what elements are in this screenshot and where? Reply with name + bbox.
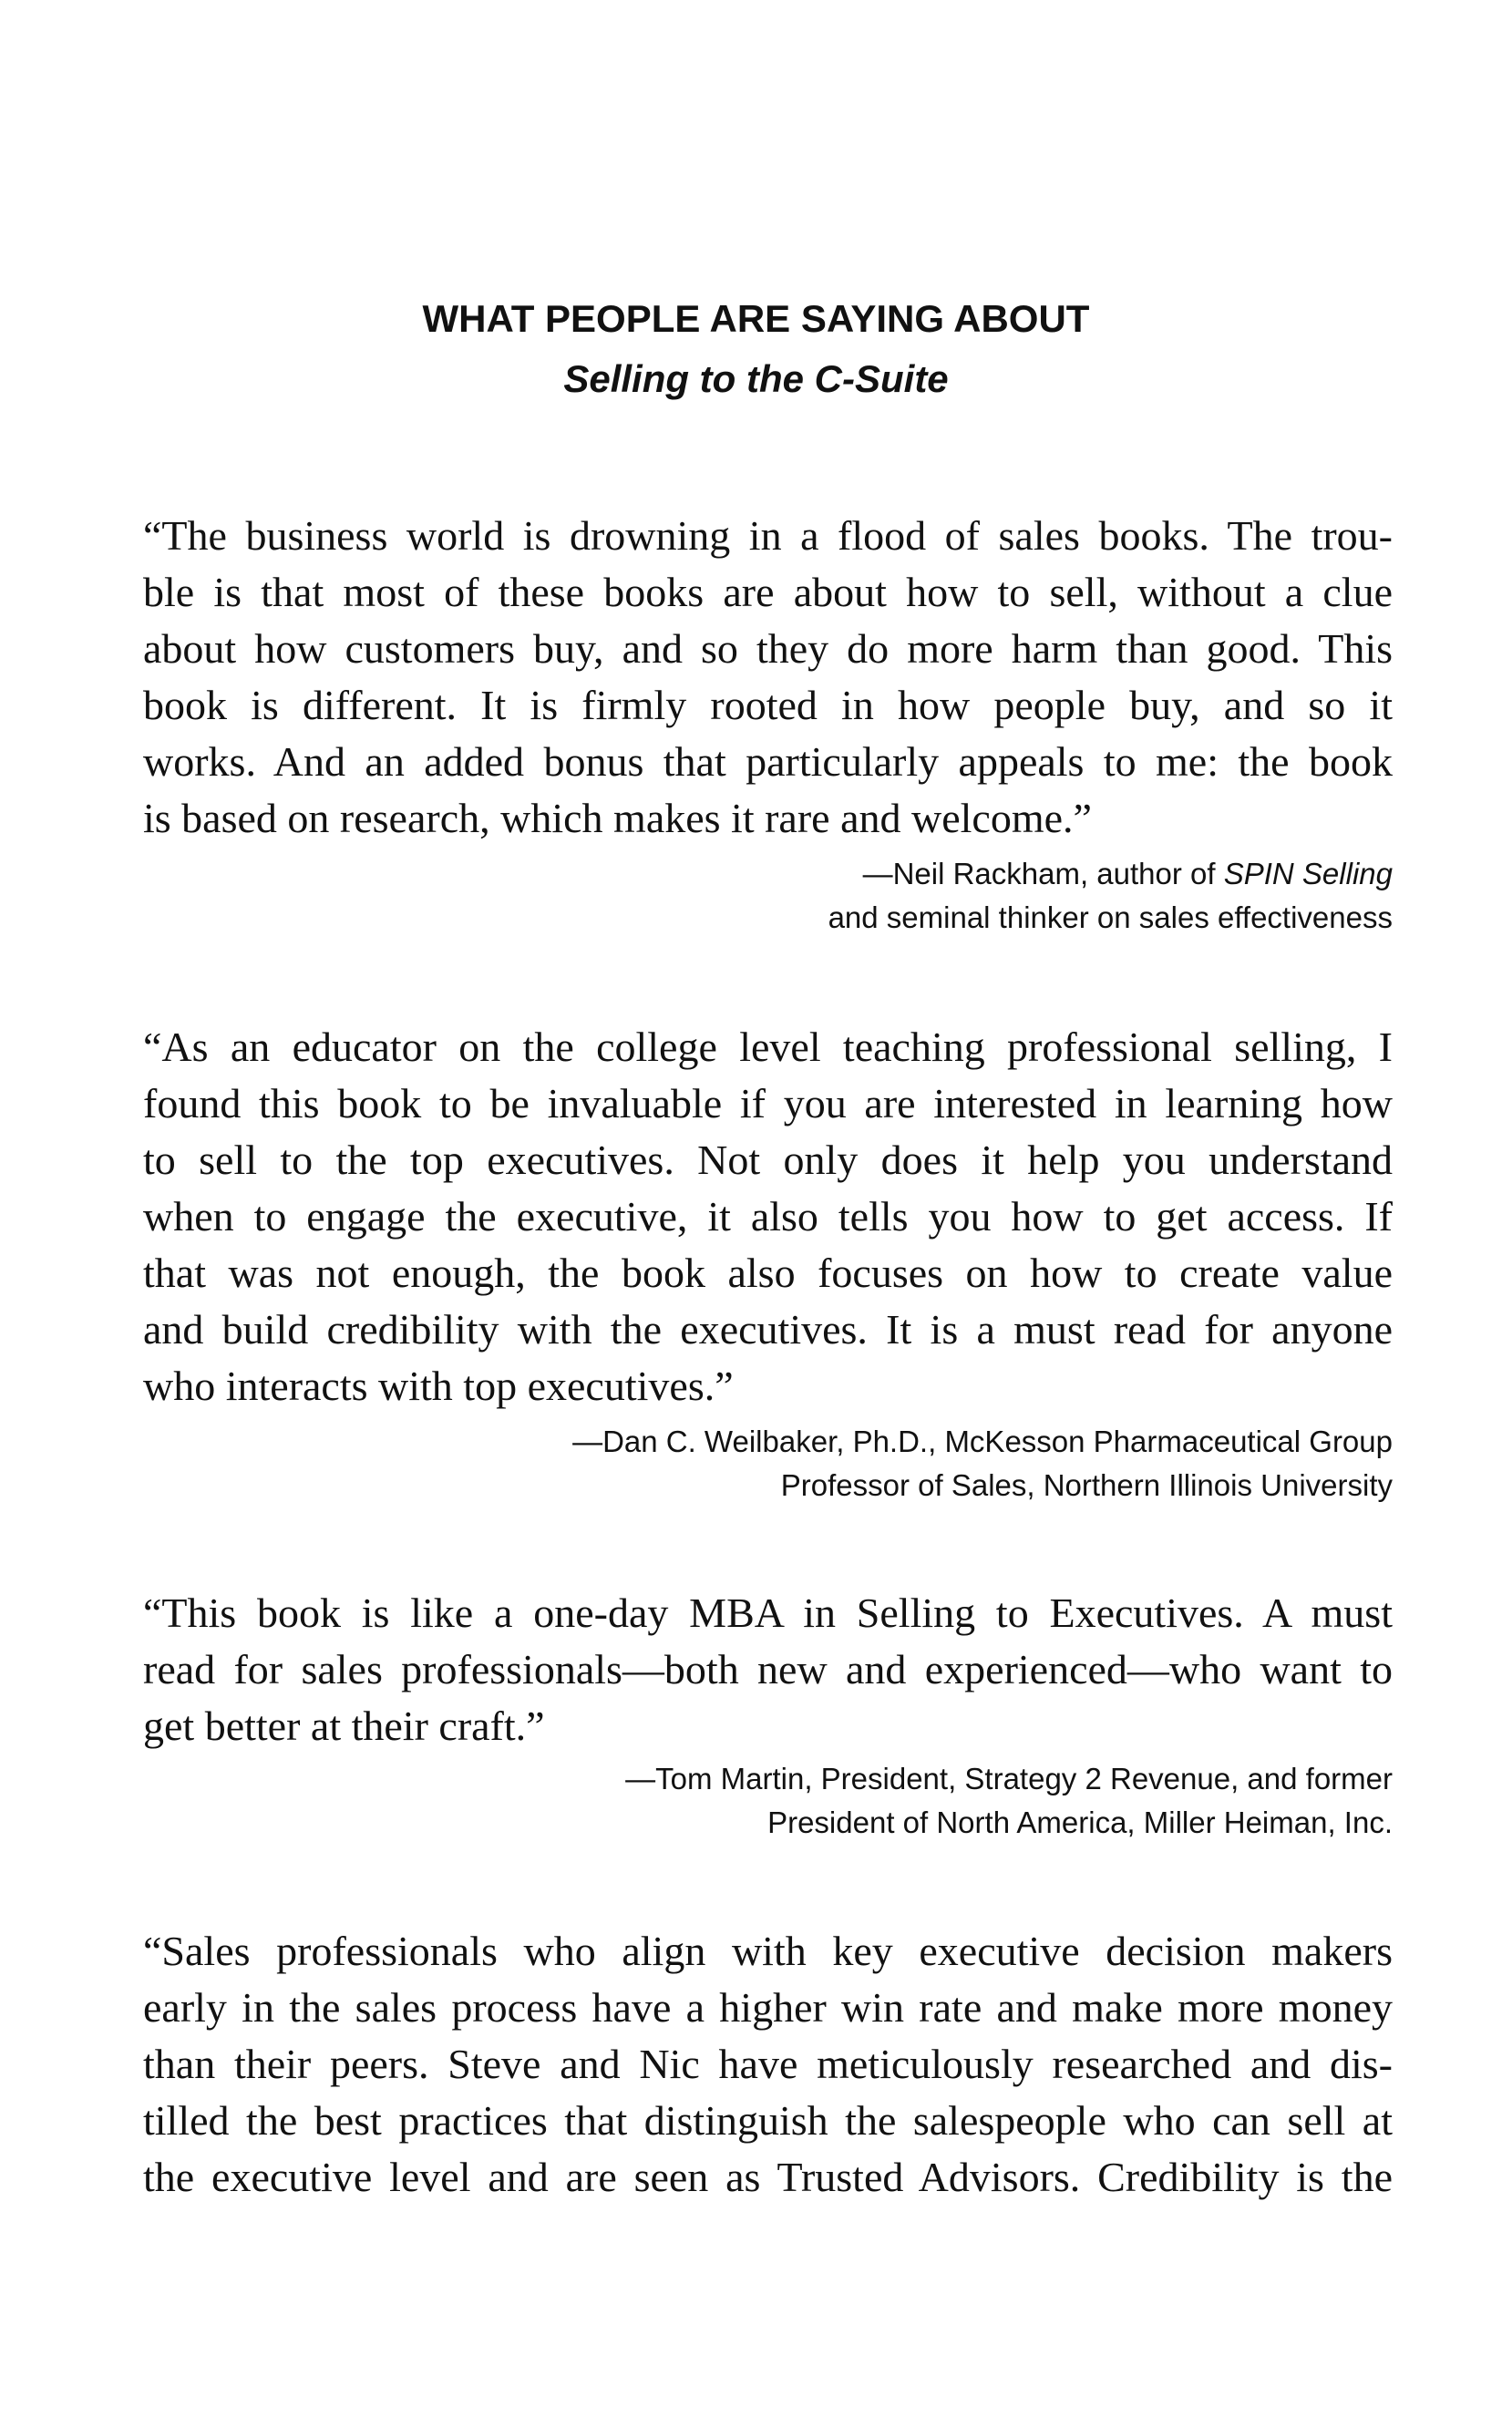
attribution-prefix: —Neil Rackham, author of <box>862 857 1224 890</box>
quote-line: and build credibility with the executives. It is a must read for anyone <box>143 1306 1393 1353</box>
attribution-line <box>863 854 1393 894</box>
quote-line: than their peers. Steve and Nic have meticulously researched and dis- <box>143 2041 1393 2087</box>
quote-line: “As an educator on the college level teaching professional selling, I <box>143 1024 1393 1070</box>
quote-line: works. And an added bonus that particularly appeals to me: the book <box>143 738 1393 785</box>
quote-line: early in the sales process have a higher win rate and make more money <box>143 1984 1393 2031</box>
section-heading: WHAT PEOPLE ARE SAYING ABOUT <box>422 297 1090 340</box>
quote-line: that was not enough, the book also focuses on how to create value <box>143 1250 1393 1296</box>
quote-line: read for sales professionals—both new and experienced—who want to <box>143 1646 1393 1692</box>
quote-line: “The business world is drowning in a flood of sales books. The trou- <box>143 512 1393 559</box>
quote-line: who interacts with top executives.” <box>143 1363 734 1409</box>
book-title: Selling to the C-Suite <box>563 357 949 400</box>
quote-line: “Sales professionals who align with key executive decision makers <box>143 1928 1393 1974</box>
attribution-line: President of North America, Miller Heiman, Inc. <box>767 1806 1393 1839</box>
quote-line: book is different. It is firmly rooted in how people buy, and so it <box>143 682 1393 728</box>
cited-book-title: SPIN Selling <box>1223 857 1393 890</box>
quote-line: when to engage the executive, it also tells you how to get access. If <box>143 1193 1393 1240</box>
quote-line: the executive level and are seen as Trusted Advisors. Credibility is the <box>143 2154 1393 2200</box>
quote-line: get better at their craft.” <box>143 1703 545 1749</box>
attribution-line: —Tom Martin, President, Strategy 2 Revenue, and former <box>625 1762 1393 1795</box>
attribution-line: —Dan C. Weilbaker, Ph.D., McKesson Pharmaceutical Group <box>572 1425 1393 1458</box>
attribution-line: and seminal thinker on sales effectiveness <box>828 900 1393 934</box>
attribution-line: Professor of Sales, Northern Illinois University <box>780 1468 1393 1502</box>
quote-line: is based on research, which makes it rare and welcome.” <box>143 795 1092 841</box>
quote-line: found this book to be invaluable if you are interested in learning how <box>143 1080 1393 1127</box>
quote-line: to sell to the top executives. Not only does it help you understand <box>143 1137 1393 1183</box>
quote-line: tilled the best practices that distinguish the salespeople who can sell at <box>143 2097 1393 2144</box>
quote-line: “This book is like a one-day MBA in Selling to Executives. A must <box>143 1590 1393 1636</box>
quote-line: about how customers buy, and so they do more harm than good. This <box>143 625 1393 672</box>
quote-line: ble is that most of these books are about how to sell, without a clue <box>143 569 1393 615</box>
